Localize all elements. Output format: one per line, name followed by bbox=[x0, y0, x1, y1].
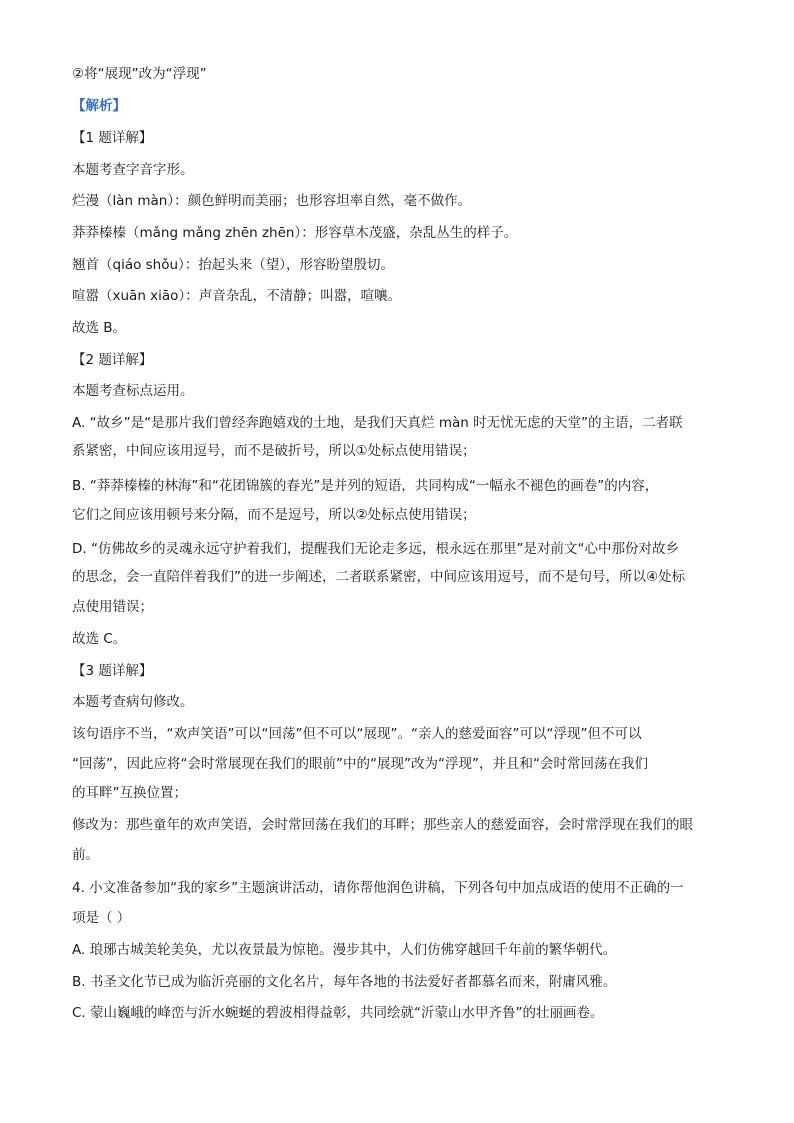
text-line: 它们之间应该用顿号来分隔，而不是逗号，所以②处标点使用错误； bbox=[72, 507, 476, 523]
text-line: 翘首（qiáo shǒu）：抬起头来（望），形容盼望殷切。 bbox=[72, 257, 395, 273]
text-line: “回荡”，因此应将“会时常展现在我们的眼前”中的“展现”改为“浮现”，并且和“会时常回荡在我们 bbox=[72, 756, 648, 772]
text-line: 本题考查字音字形。 bbox=[72, 162, 194, 178]
text-line: 前。 bbox=[72, 847, 99, 863]
text-line: 4. 小文准备参加“我的家乡”主题演讲活动，请你帮他润色讲稿，下列各句中加点成语的使用不正确的一 bbox=[72, 880, 684, 896]
text-line: 该句语序不当，“欢声笑语”可以“回荡”但不可以“展现”。“亲人的慈爱面容”可以“浮现”但不可以 bbox=[72, 726, 642, 742]
text-line: A. 琅琊古城美轮美奂，尤以夜景最为惊艳。漫步其中，人们仿佛穿越回千年前的繁华朝代。 bbox=[72, 942, 617, 958]
text-line: B. 书圣文化节已成为临沂亮丽的文化名片，每年各地的书法爱好者都慕名而来，附庸风雅。 bbox=[72, 974, 617, 990]
text-line: 的耳畔”互换位置； bbox=[72, 785, 187, 801]
text-line: ②将“展现”改为“浮现” bbox=[72, 66, 207, 82]
text-line: 点使用错误； bbox=[72, 599, 153, 615]
text-line: C. 蒙山巍峨的峰峦与沂水蜿蜒的碧波相得益彰，共同绘就“沂蒙山水甲齐鲁”的壮丽画卷。 bbox=[72, 1005, 604, 1021]
section-heading: 【3 题详解】 bbox=[72, 663, 153, 679]
text-line: 本题考查标点运用。 bbox=[72, 383, 194, 399]
text-line: 的思念，会一直陪伴着我们”的进一步阐述，二者联系紧密，中间应该用逗号，而不是句号，所以④处标 bbox=[72, 569, 686, 585]
analysis-label: 【解析】 bbox=[72, 98, 126, 114]
section-heading: 【2 题详解】 bbox=[72, 352, 153, 368]
text-line: 本题考查病句修改。 bbox=[72, 694, 194, 710]
text-line: 烂漫（làn màn）：颜色鲜明而美丽；也形容坦率自然，毫不做作。 bbox=[72, 193, 472, 209]
text-line: B. “莽莽榛榛的林海”和“花团锦簇的春光”是并列的短语，共同构成“一幅永不褪色的画卷”的内容， bbox=[72, 478, 659, 494]
text-line: A. “故乡”是“是那片我们曾经奔跑嬉戏的土地，是我们天真烂 màn 时无忧无虑的天堂”的主语，二者联 bbox=[72, 415, 683, 431]
text-line: 故选 C。 bbox=[72, 631, 127, 647]
section-heading: 【1 题详解】 bbox=[72, 130, 153, 146]
text-line: 喧嚣（xuān xiāo）：声音杂乱，不清静；叫嚣，喧嚷。 bbox=[72, 288, 402, 304]
text-line: 莽莽榛榛（mǎng mǎng zhēn zhēn）：形容草木茂盛，杂乱丛生的样子。 bbox=[72, 225, 518, 241]
text-line: 修改为：那些童年的欢声笑语，会时常回荡在我们的耳畔；那些亲人的慈爱面容，会时常浮现在我们的眼 bbox=[72, 817, 693, 833]
text-line: 系紧密，中间应该用逗号，而不是破折号，所以①处标点使用错误； bbox=[72, 443, 476, 459]
text-line: D. “仿佛故乡的灵魂永远守护着我们，提醒我们无论走多远，根永远在那里”是对前文“心中那份对故乡 bbox=[72, 541, 679, 557]
text-line: 项是（ ） bbox=[72, 910, 131, 926]
text-line: 故选 B。 bbox=[72, 320, 127, 336]
